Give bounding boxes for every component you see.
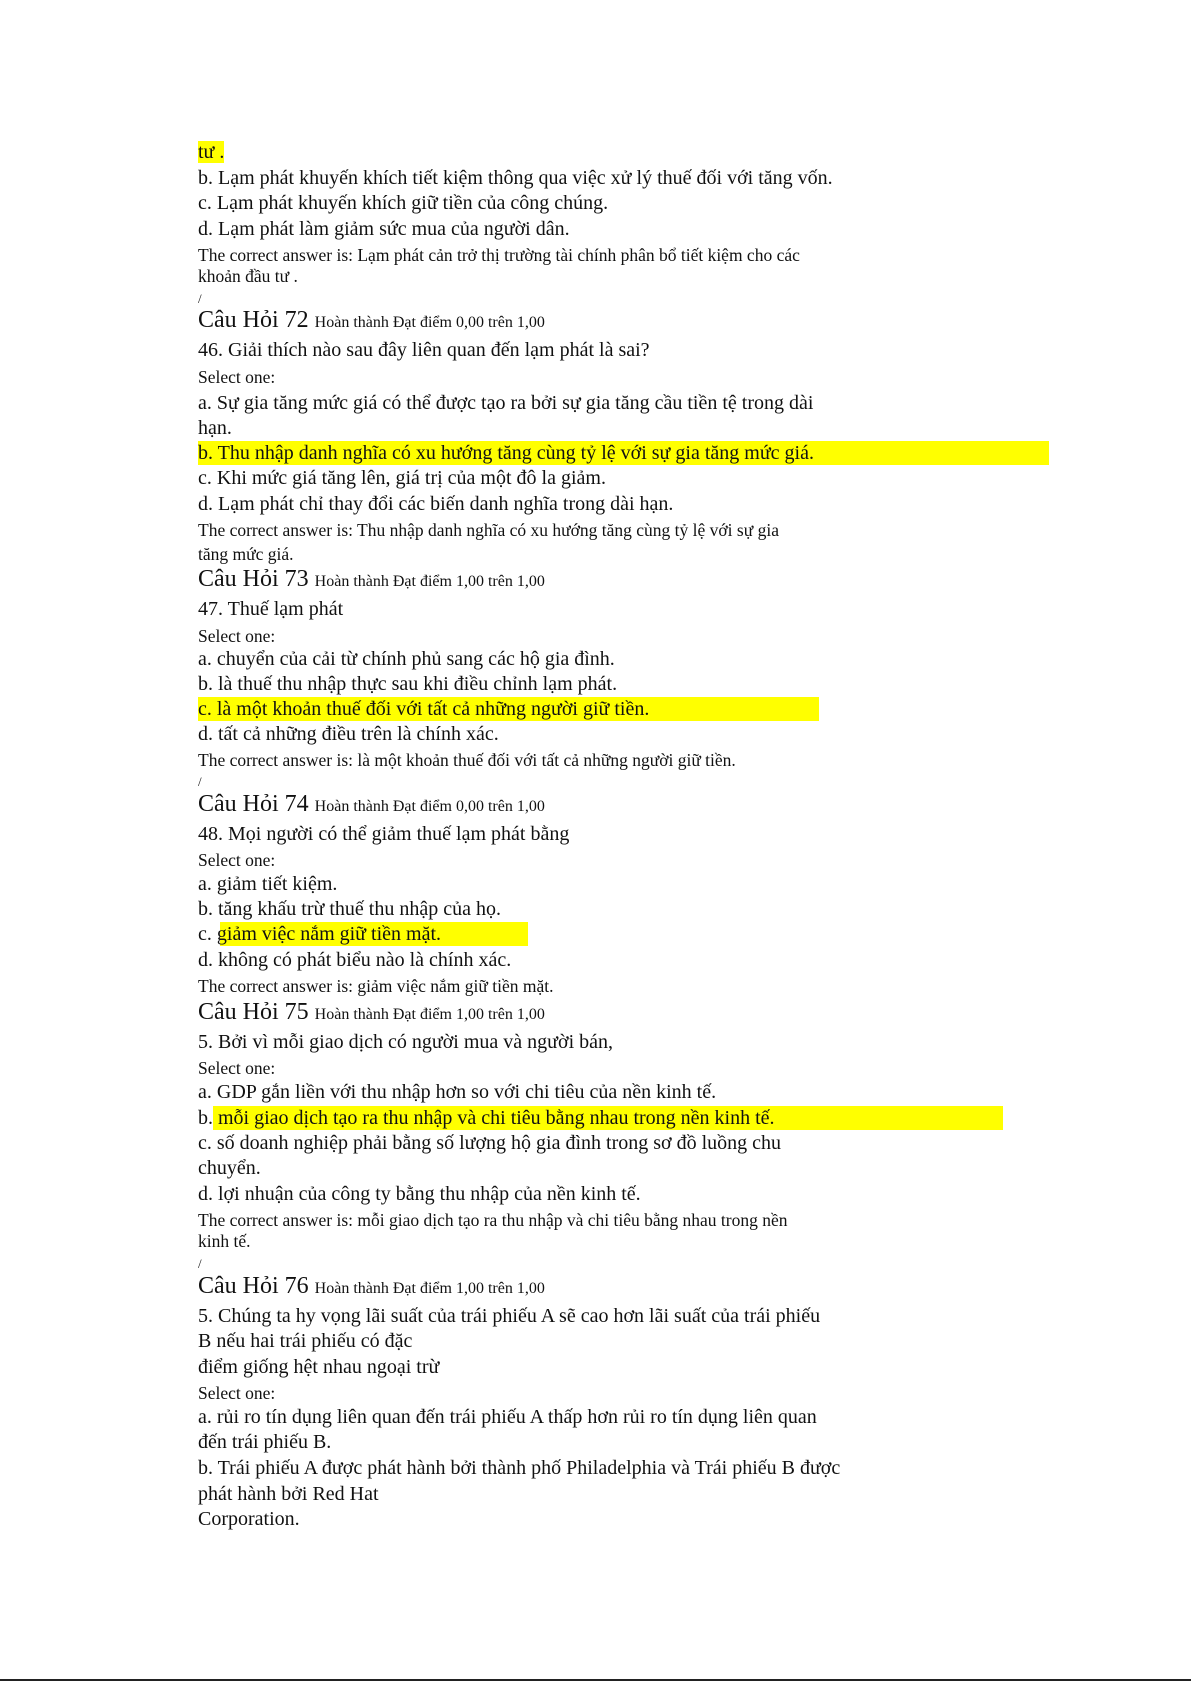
option-text: mỗi giao dịch tạo ra thu nhập và chi tiêu bằng nhau trong nền kinh tế. <box>218 1107 775 1129</box>
question-meta: Hoàn thành Đạt điểm 1,00 trên 1,00 <box>314 1280 545 1297</box>
option-prefix: b. <box>198 1107 213 1129</box>
option-d: d. tất cả những điều trên là chính xác. <box>198 723 499 745</box>
option-a: a. rủi ro tín dụng liên quan đến trái phiếu A thấp hơn rủi ro tín dụng liên quan <box>198 1406 817 1428</box>
question-text-cont: B nếu hai trái phiếu có đặc <box>198 1330 413 1352</box>
question-label: Câu Hỏi <box>198 1273 279 1299</box>
question-number: 73 <box>284 566 309 592</box>
option-prefix: c. <box>198 923 212 945</box>
question-text: 48. Mọi người có thể giảm thuế lạm phát bằng <box>198 823 570 845</box>
separator: / <box>198 774 202 789</box>
question-text: 5. Chúng ta hy vọng lãi suất của trái phiếu A sẽ cao hơn lãi suất của trái phiếu <box>198 1305 821 1327</box>
option-b: b. tăng khấu trừ thuế thu nhập của họ. <box>198 898 501 920</box>
option-b-highlighted: b. Thu nhập danh nghĩa có xu hướng tăng cùng tỷ lệ với sự gia tăng mức giá. <box>198 442 814 464</box>
option-b: b. là thuế thu nhập thực sau khi điều chỉnh lạm phát. <box>198 673 618 695</box>
separator: / <box>198 291 202 306</box>
select-one-label: Select one: <box>198 626 276 646</box>
question-header-76 <box>198 1272 545 1300</box>
separator: / <box>198 1256 202 1271</box>
page-bottom-rule <box>0 1679 1191 1681</box>
select-one-label: Select one: <box>198 1383 276 1403</box>
question-label: Câu Hỏi <box>198 999 279 1025</box>
option-a: a. chuyển của cải từ chính phủ sang các hộ gia đình. <box>198 648 615 670</box>
option-c: c. Khi mức giá tăng lên, giá trị của một đô la giảm. <box>198 467 606 489</box>
option-c-highlighted: c. là một khoản thuế đối với tất cả những người giữ tiền. <box>198 698 650 720</box>
option-c: c. Lạm phát khuyến khích giữ tiền của công chúng. <box>198 192 609 214</box>
option-a: a. GDP gắn liền với thu nhập hơn so với chi tiêu của nền kinh tế. <box>198 1081 717 1103</box>
option-b-cont: Corporation. <box>198 1508 300 1530</box>
option-a-cont: đến trái phiếu B. <box>198 1431 332 1453</box>
option-c-highlighted <box>198 922 441 946</box>
option-d: d. Lạm phát chỉ thay đổi các biến danh nghĩa trong dài hạn. <box>198 493 674 515</box>
question-number: 76 <box>284 1273 309 1299</box>
option-b: b. Lạm phát khuyến khích tiết kiệm thông qua việc xử lý thuế đối với tăng vốn. <box>198 167 833 189</box>
question-number: 74 <box>284 791 309 817</box>
option-d: d. Lạm phát làm giảm sức mua của người dân. <box>198 218 570 240</box>
question-header-72 <box>198 306 545 334</box>
correct-answer-cont: kinh tế. <box>198 1231 251 1251</box>
question-label: Câu Hỏi <box>198 566 279 592</box>
question-meta: Hoàn thành Đạt điểm 0,00 trên 1,00 <box>314 314 545 331</box>
select-one-label: Select one: <box>198 850 276 870</box>
question-meta: Hoàn thành Đạt điểm 0,00 trên 1,00 <box>314 798 545 815</box>
correct-answer-cont: tăng mức giá. <box>198 544 294 564</box>
correct-answer: The correct answer is: giảm việc nắm giữ tiền mặt. <box>198 976 554 996</box>
question-number: 75 <box>284 999 309 1025</box>
question-text: 46. Giải thích nào sau đây liên quan đến lạm phát là sai? <box>198 339 650 361</box>
correct-answer: The correct answer is: là một khoản thuế đối với tất cả những người giữ tiền. <box>198 750 736 770</box>
question-number: 72 <box>284 307 309 333</box>
correct-answer: The correct answer is: mỗi giao dịch tạo ra thu nhập và chi tiêu bằng nhau trong nền <box>198 1210 788 1230</box>
question-meta: Hoàn thành Đạt điểm 1,00 trên 1,00 <box>314 1006 545 1023</box>
select-one-label: Select one: <box>198 367 276 387</box>
select-one-label: Select one: <box>198 1058 276 1078</box>
option-a-cont: hạn. <box>198 417 232 439</box>
option-b-highlighted <box>198 1106 775 1130</box>
option-text: giảm việc nắm giữ tiền mặt. <box>216 923 442 945</box>
question-text-cont: điểm giống hệt nhau ngoại trừ <box>198 1356 440 1378</box>
question-header-73 <box>198 565 545 593</box>
question-header-74 <box>198 790 545 818</box>
option-c: c. số doanh nghiệp phải bằng số lượng hộ gia đình trong sơ đồ luồng chu <box>198 1132 782 1154</box>
option-a: a. giảm tiết kiệm. <box>198 873 338 895</box>
question-header-75 <box>198 998 545 1026</box>
correct-answer: The correct answer is: Thu nhập danh nghĩa có xu hướng tăng cùng tỷ lệ với sự gia <box>198 520 779 540</box>
option-b: b. Trái phiếu A được phát hành bởi thành phố Philadelphia và Trái phiếu B được <box>198 1457 841 1479</box>
question-label: Câu Hỏi <box>198 307 279 333</box>
text-line: tư . <box>198 141 225 163</box>
option-a: a. Sự gia tăng mức giá có thể được tạo ra bởi sự gia tăng cầu tiền tệ trong dài <box>198 392 814 414</box>
option-c-cont: chuyển. <box>198 1157 261 1179</box>
question-text: 47. Thuế lạm phát <box>198 598 344 620</box>
question-text: 5. Bởi vì mỗi giao dịch có người mua và người bán, <box>198 1031 614 1053</box>
question-meta: Hoàn thành Đạt điểm 1,00 trên 1,00 <box>314 573 545 590</box>
correct-answer: The correct answer is: Lạm phát cản trở thị trường tài chính phân bổ tiết kiệm cho các <box>198 245 800 265</box>
option-d: d. lợi nhuận của công ty bằng thu nhập của nền kinh tế. <box>198 1183 641 1205</box>
question-label: Câu Hỏi <box>198 791 279 817</box>
option-b-cont: phát hành bởi Red Hat <box>198 1483 379 1505</box>
option-d: d. không có phát biểu nào là chính xác. <box>198 949 512 971</box>
correct-answer-cont: khoản đầu tư . <box>198 266 298 286</box>
